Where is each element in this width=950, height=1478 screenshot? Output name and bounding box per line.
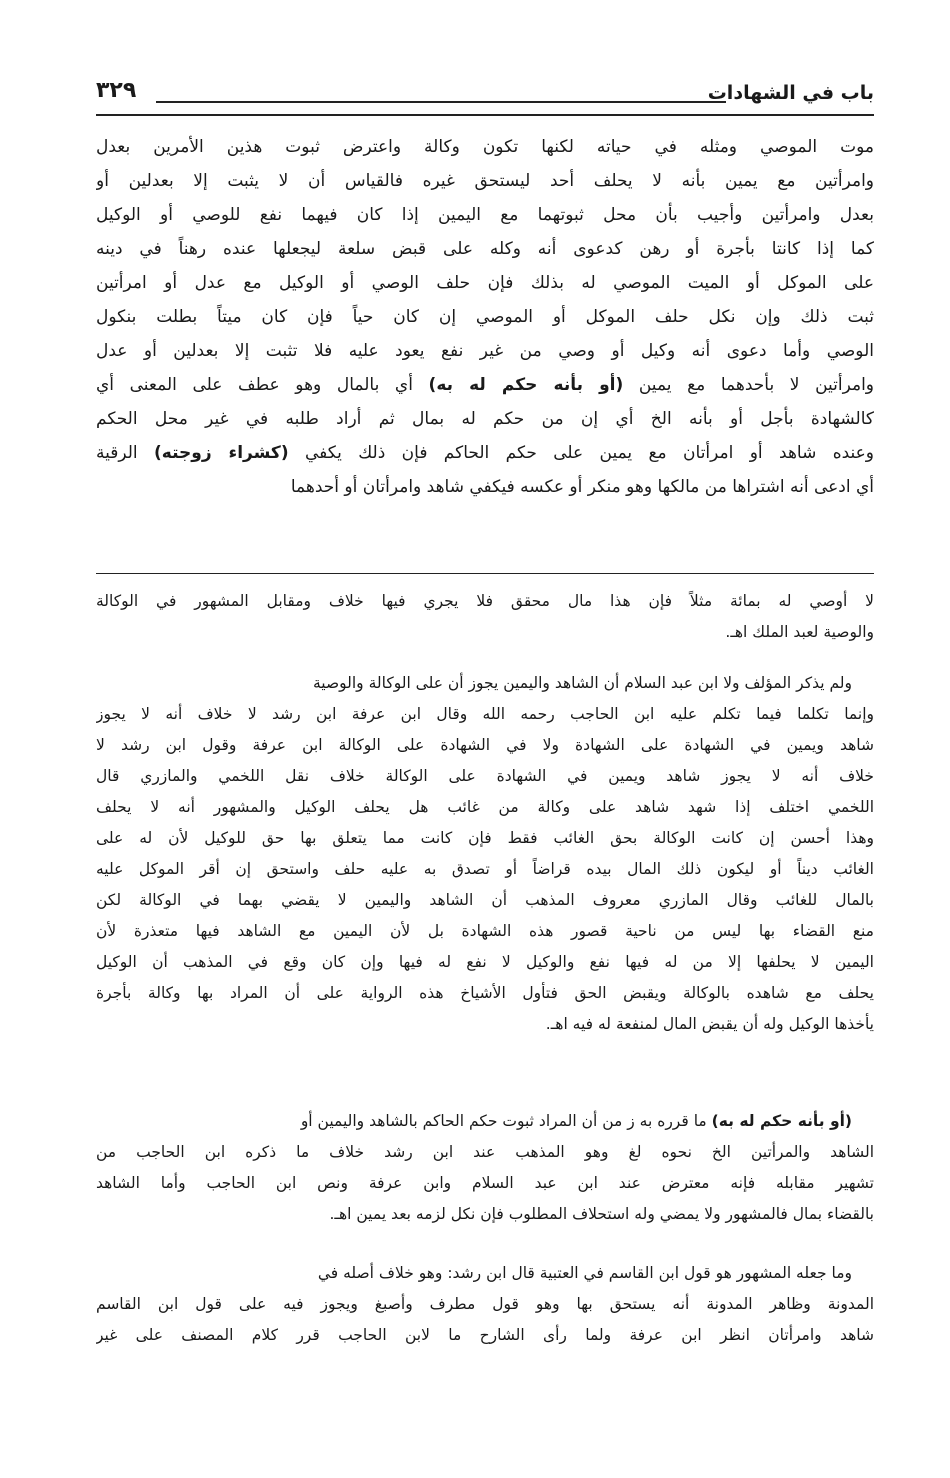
footnote-2-line-10: اليمين لا يحلفها إلا من له فيها نفع والوكيل لا نفع له فيها وإن كان وقع في المذهب أن الوكيل (96, 953, 874, 971)
footnote-2-line-11: يحلف مع شاهده بالوكالة ويقبض الحق فتأول الأشياخ هذه الرواية على أن المراد بها وكالة بأجرة (96, 984, 874, 1002)
chapter-title: باب في الشهادات (707, 82, 874, 104)
footnote-3-bold-phrase: (أو بأنه حكم له به) (711, 1112, 852, 1130)
footnote-4-line-3: شاهد وامرأتان انظر ابن عرفة ولما رأى الشارح ما لابن الحاجب قرر كلام المصنف على غير (96, 1326, 874, 1344)
main-line-10 (96, 436, 874, 470)
footnote-1-line-2: والوصية لعبد الملك اهـ. (725, 623, 874, 641)
footnote-2-line-4: خلاف أنه لا يجوز شاهد ويمين في الشهادة على الوكالة خلاف نقل اللخمي والمازري قال (96, 767, 874, 785)
main-line-9: كالشهادة بأجل أو بأنه الخ أي إن من حكم له بمال ثم أراد طلبه في غير محل الحكم (96, 409, 874, 429)
running-header (96, 74, 874, 116)
footnote-3 (96, 1106, 874, 1230)
main-line-1: موت الموصي ومثله في حياته لكنها تكون وكالة واعترض ثبوت هذين الأمرين بعدل (96, 137, 874, 157)
main-line-6: ثبت ذلك وإن نكل حلف الموكل أو الموصي إن كان حياً فإن كان ميتاً بطلت بنكول (96, 307, 874, 327)
main-line-4: كما إذا كانتا بأجرة أو رهن كدعوى أنه وكله على قبض سلعة ليجعلها عنده رهناً في دينه (96, 239, 874, 259)
footnote-2-line-5: اللخمي اختلف إذا شهد شاهد على وكالة من غائب هل يحلف الوكيل والمشهور أنه لا يحلف (96, 798, 874, 816)
footnote-3-line-1 (96, 1106, 874, 1137)
main-line-11: أي ادعى أنه اشتراها من مالكها وهو منكر أو عكسه فيكفي شاهد وامرأتان أو أحدهما (290, 477, 874, 497)
footnote-2-line-7: الغائب ديناً أو ليكون ذلك المال بيده قراضاً أو تصدق به عليه حلف واستحق إن أقر الموكل عليه (96, 860, 874, 878)
footnote-3-line-1-rest: ما قرره به ز من أن المراد ثبوت حكم الحاكم بالشاهد واليمين أو (300, 1112, 712, 1130)
main-line-10-pre: وعنده شاهد أو امرأتان مع يمين على حكم الحاكم فإن ذلك يكفي (288, 443, 874, 463)
footnote-1-line-1: لا أوصي له بمائة مثلاً فإن هذا مال محقق فلا يجري فيها خلاف ومقابل المشهور في الوكالة (96, 592, 874, 610)
footnote-2-line-6: وهذا أحسن إن كانت الوكالة بحق الغائب فقط فإن كانت مما يتعلق بها حق للوكيل لأن له على (96, 829, 874, 847)
bold-phrase-shira: (كشراء زوجته) (154, 443, 289, 463)
footnote-4-line-2: المدونة وظاهر المدونة أنه يستحق بها وهو قول مطرف وأصبغ ويجوز فيه على قول ابن القاسم (96, 1295, 874, 1313)
footnote-2-line-12: يأخذها الوكيل وله أن يقبض المال لمنفعة له فيه اهـ. (545, 1015, 874, 1033)
footnote-3-line-4: بالقضاء بمال فالمشهور ولا يمضي وله استحلاف المطلوب فإن نكل لزمه بعد يمين اهـ. (329, 1205, 874, 1223)
main-line-10-post: الرقية (96, 443, 155, 463)
footnote-2-line-2: وإنما تكلما فيما تكلم عليه ابن الحاجب رحمه الله وقال ابن عرفة ابن رشد لا خلاف أنه لا يجوز (96, 705, 874, 723)
main-line-8-post: أي بالمال وهو عطف على المعنى أي (96, 375, 429, 395)
footnote-2-line-3: شاهد ويمين في الشهادة على الشهادة ولا في الشهادة على الوكالة ابن عرفة وقول ابن رشد لا (96, 736, 874, 754)
main-line-2: وامرأتين مع يمين بأنه لا يحلف أحد ليستحق غيره فالقياس أن لا يثبت إلا بعدلين أو (96, 171, 874, 191)
footnote-1 (96, 586, 874, 648)
footnote-3-line-2: الشاهد والمرأتين الخ نحوه لغ وهو المذهب عند ابن رشد خلاف ما ذكره ابن الحاجب من (96, 1143, 874, 1161)
bold-phrase-hukm: (أو بأنه حكم له به) (428, 375, 624, 395)
main-line-8 (96, 368, 874, 402)
header-rule (156, 101, 726, 103)
main-line-5: على الموكل أو الميت الموصي له بذلك فإن حلف الوصي أو الوكيل مع عدل أو امرأتين (96, 273, 874, 293)
main-line-8-pre: وامرأتين لا بأحدهما مع يمين (623, 375, 874, 395)
footnote-2-line-9: منع القضاء بها ليس من ناحية قصور هذه الشهادة بل لأن اليمين مع الشاهد فيها متعذرة لأن (96, 922, 874, 940)
footnote-3-line-3: تشهير مقابله فإنه معترض عند ابن عبد السلام وابن عرفة ونص ابن الحاجب وأما الشاهد (96, 1174, 874, 1192)
footnote-2-line-8: بالمال للغائب وقال المازري معروف المذهب أن الشاهد واليمين لا يقضي بهما في الوكالة لكن (96, 891, 874, 909)
footnote-4 (96, 1258, 874, 1351)
page-number: ٣٢٩ (96, 78, 137, 103)
main-line-7: الوصي وأما دعوى أنه وكيل أو وصي من غير نفع يعود عليه فلا تثبت إلا بعدلين أو عدل (96, 341, 874, 361)
footnote-2 (96, 668, 874, 1040)
footnote-4-line-1: وما جعله المشهور هو قول ابن القاسم في العتبية قال ابن رشد: وهو خلاف أصله في (317, 1264, 852, 1282)
main-line-3: بعدل وامرأتين وأجيب بأن محل ثبوتهما مع اليمين إذا كان فيهما نفع للوصي أو الوكيل (96, 205, 874, 225)
footnote-divider (96, 573, 874, 574)
main-text-block (96, 130, 874, 504)
footnote-2-line-1: ولم يذكر المؤلف ولا ابن عبد السلام أن الشاهد واليمين يجوز أن على الوكالة والوصية (312, 674, 852, 692)
